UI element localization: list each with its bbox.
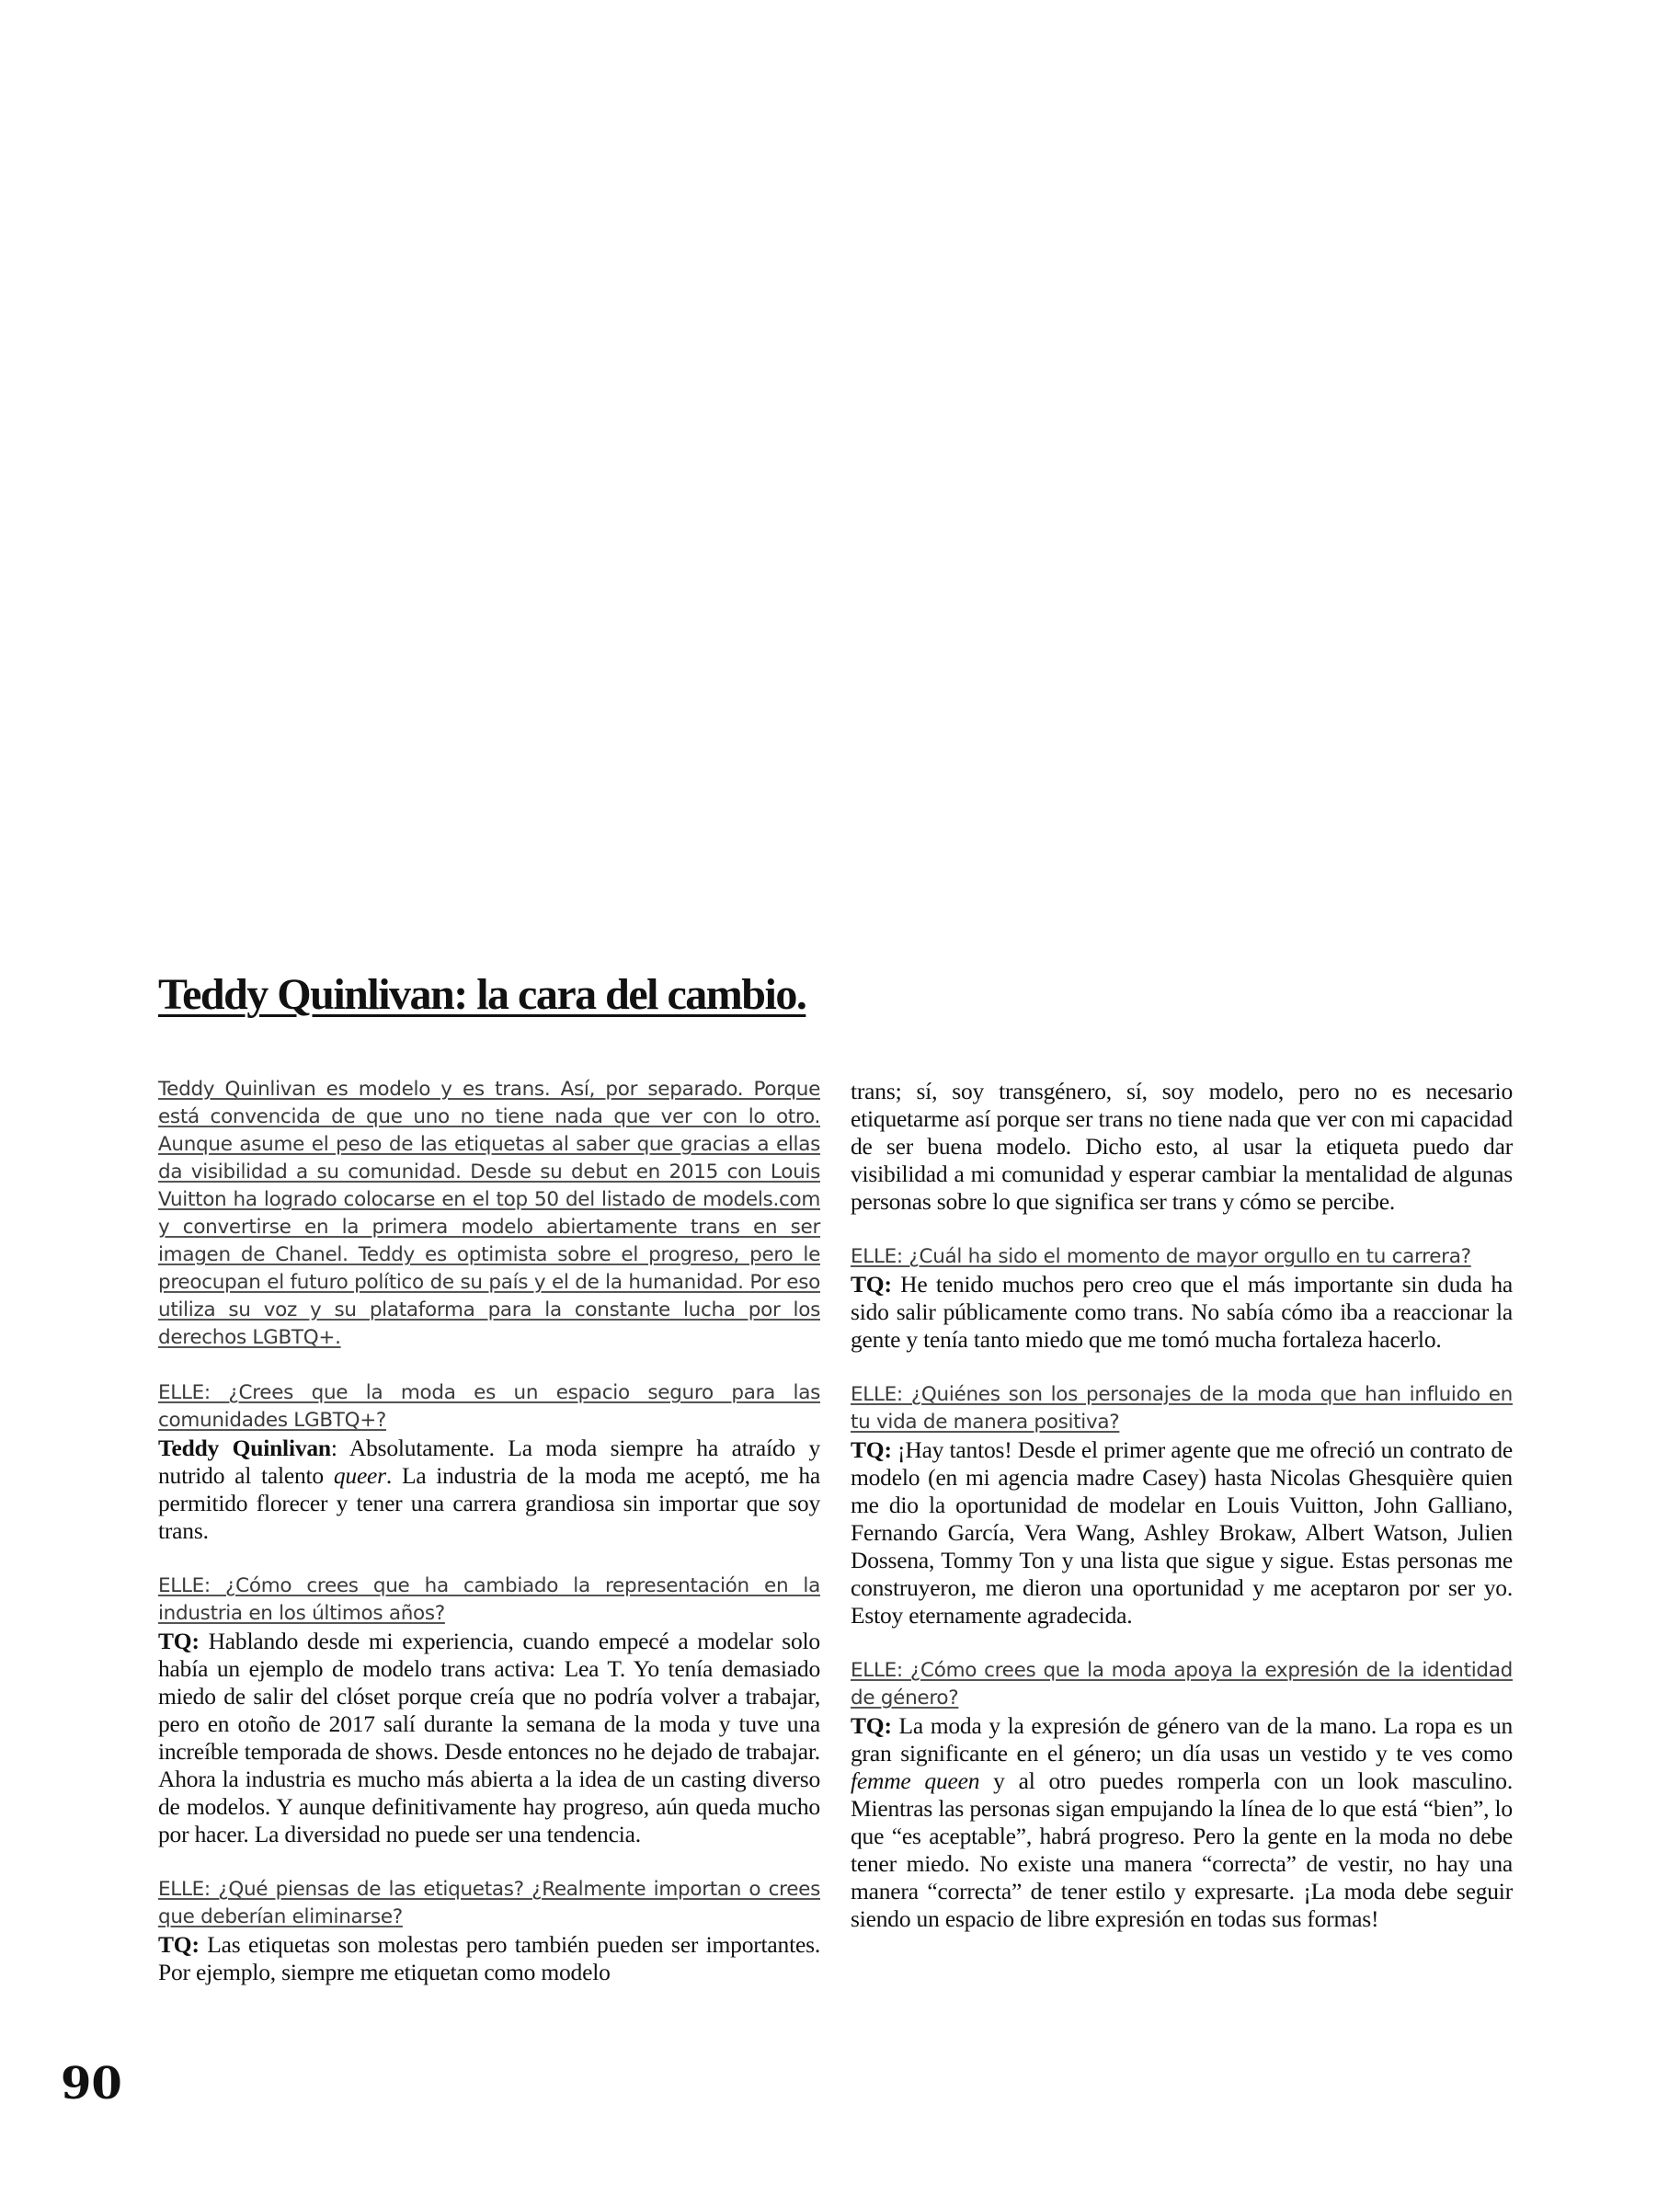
speaker-label: TQ:	[851, 1436, 892, 1463]
question-4: ELLE: ¿Cuál ha sido el momento de mayor orgullo en tu carrera?	[851, 1245, 1471, 1268]
page-number: 90	[61, 2058, 122, 2110]
answer-4	[851, 1271, 1513, 1354]
answer-text: Las etiquetas son molestas pero también pueden ser importantes. Por ejemplo, siempre me etiquetan como modelo	[158, 1931, 820, 1985]
right-column	[851, 1078, 1513, 1961]
answer-3-continued: trans; sí, soy transgénero, sí, soy modelo, pero no es necesario etiquetarme así porque ser trans no tiene nada que ver con mi capacidad de ser buena modelo. Dicho esto, al usar la etiqueta puedo dar visibilidad a mi comunidad y esperar cambiar la mentalidad de algunas personas sobre lo que significa ser trans y cómo se percibe.	[851, 1078, 1513, 1215]
speaker-name: Teddy Quinlivan	[158, 1435, 331, 1461]
answer-text: He tenido muchos pero creo que el más importante sin duda ha sido salir públicamente como trans. No sabía cómo iba a reaccionar la gente y tenía tanto miedo que me tomó mucha fortaleza hacerlo.	[851, 1271, 1513, 1353]
answer-text: . La industria de la moda me aceptó, me ha permitido florecer y tener una carrera grandiosa sin importar que soy trans.	[158, 1462, 820, 1544]
answer-6	[851, 1712, 1513, 1933]
speaker-label: TQ:	[851, 1271, 892, 1298]
question-6: ELLE: ¿Cómo crees que la moda apoya la expresión de la identidad de género?	[851, 1659, 1513, 1710]
answer-text: Hablando desde mi experiencia, cuando empecé a modelar solo había un ejemplo de modelo trans activa: Lea T. Yo tenía demasiado miedo de salir del clóset porque creía que no podría volver a trabajar, pero en otoño de 2017 salí durante la semana de la moda y tuve una increíble temporada de shows. Desde entonces no he dejado de trabajar. Ahora la industria es mucho más abierta a la idea de un casting diverso de modelos. Y aunque definitivamente hay progreso, aún queda mucho por hacer. La diversidad no puede ser una tendencia.	[158, 1628, 820, 1847]
answer-5	[851, 1436, 1513, 1630]
question-2: ELLE: ¿Cómo crees que ha cambiado la representación en la industria en los últimos años?	[158, 1574, 820, 1625]
speaker-label: TQ:	[158, 1931, 200, 1958]
answer-emphasis: femme queen	[851, 1767, 980, 1794]
question-1: ELLE: ¿Crees que la moda es un espacio seguro para las comunidades LGBTQ+?	[158, 1381, 820, 1432]
left-column	[158, 1076, 820, 2014]
answer-3	[158, 1931, 820, 1986]
question-5: ELLE: ¿Quiénes son los personajes de la moda que han influido en tu vida de manera positiva?	[851, 1383, 1513, 1434]
answer-text: ¡Hay tantos! Desde el primer agente que me ofreció un contrato de modelo (en mi agencia madre Casey) hasta Nicolas Ghesquière quien me dio la oportunidad de modelar en Louis Vuitton, John Galliano, Fernando García, Vera Wang, Ashley Brokaw, Albert Watson, Julien Dossena, Tommy Ton y una lista que sigue y sigue. Estas personas me construyeron, me dieron una oportunidad y me aceptaron por ser yo. Estoy eternamente agradecida.	[851, 1436, 1513, 1629]
intro-paragraph: Teddy Quinlivan es modelo y es trans. Así, por separado. Porque está convencida de que uno no tiene nada que ver con lo otro. Aunque asume el peso de las etiquetas al saber que gracias a ellas da visibilidad a su comunidad. Desde su debut en 2015 con Louis Vuitton ha logrado colocarse en el top 50 del listado de models.com y convertirse en la primera modelo abiertamente trans en ser imagen de Chanel. Teddy es optimista sobre el progreso, pero le preocupan el futuro político de su país y el de la humanidad. Por eso utiliza su voz y su plataforma para la constante lucha por los derechos LGBTQ+.	[158, 1078, 820, 1349]
answer-1	[158, 1435, 820, 1545]
answer-text: La moda y la expresión de género van de la mano. La ropa es un gran significante en el género; un día usas un vestido y te ves como	[851, 1712, 1513, 1767]
speaker-label: TQ:	[158, 1628, 200, 1654]
answer-2	[158, 1628, 820, 1848]
answer-text: : Absolutamente. La moda siempre ha atraído y nutrido al talento	[158, 1435, 820, 1489]
article-title: Teddy Quinlivan: la cara del cambio.	[158, 970, 806, 1019]
answer-text: y al otro puedes romperla con un look masculino. Mientras las personas sigan empujando la línea de lo que está “bien”, lo que “es aceptable”, habrá progreso. Pero la gente en la moda no debe tener miedo. No existe una manera “correcta” de vestir, no hay una manera “correcta” de tener estilo y expresarte. ¡La moda debe seguir siendo un espacio de libre expresión en todas sus formas!	[851, 1767, 1513, 1932]
speaker-label: TQ:	[851, 1712, 892, 1739]
answer-emphasis: queer	[333, 1462, 386, 1489]
question-3: ELLE: ¿Qué piensas de las etiquetas? ¿Realmente importan o crees que deberían eliminarse?	[158, 1878, 820, 1928]
